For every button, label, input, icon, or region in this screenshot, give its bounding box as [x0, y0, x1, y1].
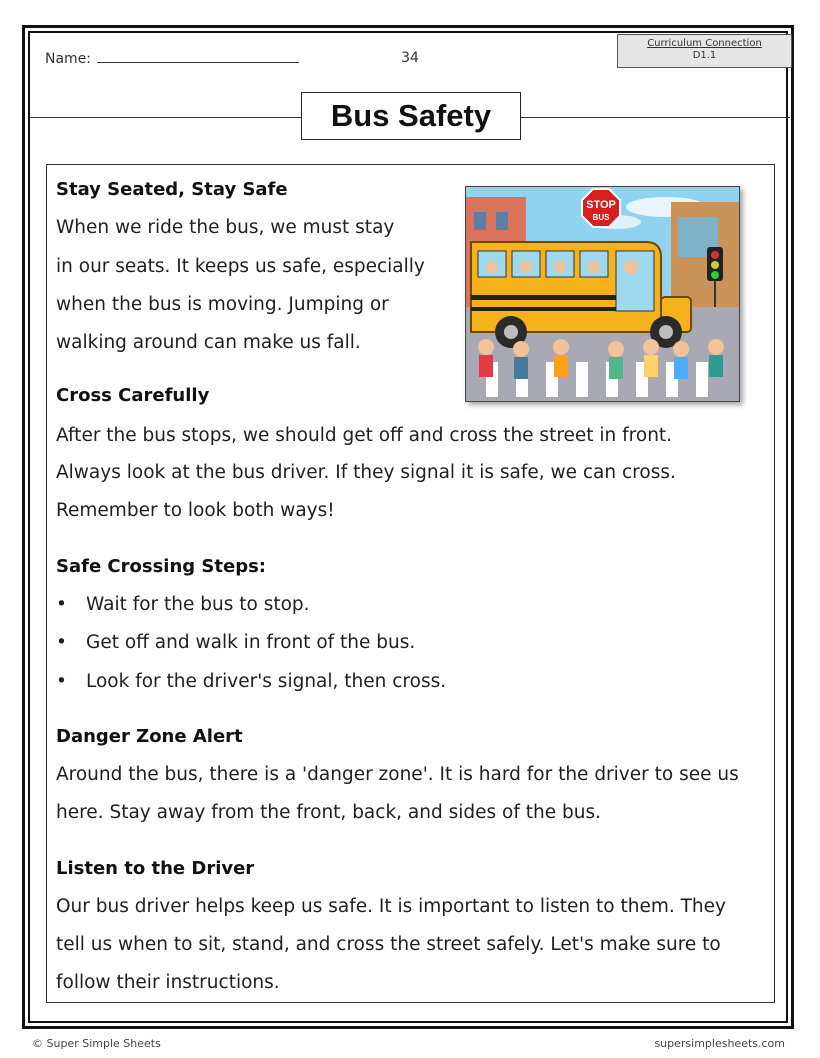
- paragraph-line: here. Stay away from the front, back, and sides of the bus.: [56, 802, 601, 823]
- list-item: [56, 594, 310, 615]
- school-bus-icon: [471, 242, 691, 348]
- page-number: 34: [401, 50, 419, 66]
- list-item-text: Wait for the bus to stop.: [86, 594, 310, 615]
- paragraph-line: walking around can make us fall.: [56, 332, 361, 353]
- list-item-text: Get off and walk in front of the bus.: [86, 632, 416, 653]
- bullet-icon: •: [56, 671, 67, 692]
- name-blank-line[interactable]: [97, 50, 299, 63]
- svg-text:BUS: BUS: [592, 213, 610, 222]
- list-item: [56, 632, 415, 653]
- heading-danger-zone: Danger Zone Alert: [56, 726, 243, 747]
- paragraph-line: tell us when to sit, stand, and cross the street safely. Let's make sure to: [56, 934, 721, 955]
- paragraph-line: when the bus is moving. Jumping or: [56, 294, 389, 315]
- paragraph-line: in our seats. It keeps us safe, especially: [56, 256, 425, 277]
- paragraph-line: Remember to look both ways!: [56, 500, 335, 521]
- svg-text:STOP: STOP: [586, 199, 616, 211]
- heading-stay-seated: Stay Seated, Stay Safe: [56, 179, 288, 200]
- paragraph-line: Around the bus, there is a 'danger zone'. It is hard for the driver to see us: [56, 764, 739, 785]
- bus-safety-illustration: [465, 186, 740, 402]
- paragraph-line: When we ride the bus, we must stay: [56, 217, 395, 238]
- paragraph-line: Always look at the bus driver. If they signal it is safe, we can cross.: [56, 462, 676, 483]
- bullet-icon: •: [56, 632, 67, 653]
- footer-copyright: © Super Simple Sheets: [32, 1037, 161, 1050]
- heading-cross-carefully: Cross Carefully: [56, 385, 210, 406]
- bus-scene-image: [466, 187, 739, 401]
- footer-website-link[interactable]: supersimplesheets.com: [654, 1037, 785, 1050]
- page-title: Bus Safety: [301, 92, 521, 140]
- curriculum-connection-box: [617, 34, 792, 68]
- list-item: [56, 671, 446, 692]
- heading-listen-to-driver: Listen to the Driver: [56, 858, 255, 879]
- stop-sign-icon: [582, 189, 620, 227]
- paragraph-line: Our bus driver helps keep us safe. It is important to listen to them. They: [56, 896, 726, 917]
- paragraph-line: After the bus stops, we should get off and cross the street in front.: [56, 425, 673, 446]
- name-field: [45, 50, 299, 67]
- name-label: Name:: [45, 51, 92, 67]
- bullet-icon: •: [56, 594, 67, 615]
- curriculum-title: Curriculum Connection: [647, 38, 762, 49]
- list-item-text: Look for the driver's signal, then cross.: [86, 671, 447, 692]
- paragraph-line: follow their instructions.: [56, 972, 280, 993]
- heading-safe-crossing-steps: Safe Crossing Steps:: [56, 556, 267, 577]
- curriculum-code: D1.1: [692, 50, 717, 61]
